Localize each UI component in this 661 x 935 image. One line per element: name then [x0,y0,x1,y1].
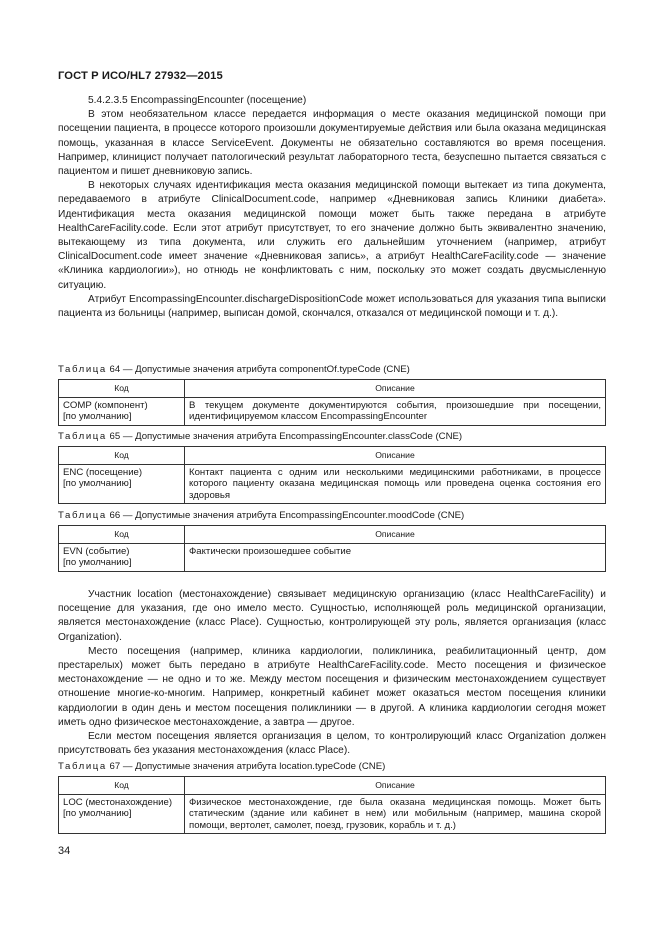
page-number: 34 [58,845,71,857]
paragraph: Участник location (местонахождение) связывает медицинскую организацию (класс HealthCareFacility) и посещение для указания, где оно имело место. Сущностью, исполняющей роль медицинской организации, является местонахождение (класс Place). Сущностью, контролирующей эту роль, является организация (класс Organization). [58,589,606,643]
code-cell: EVN (событие) [по умолчанию] [59,543,185,571]
table-65 [58,446,606,504]
code-cell: COMP (компонент) [по умолчанию] [59,397,185,425]
table-caption: Таблица 64 — Допустимые значения атрибута componentOf.typeCode (CNE) [58,364,410,375]
table-caption: Таблица 66 — Допустимые значения атрибута EncompassingEncounter.moodCode (CNE) [58,510,465,521]
column-header-code: Код [59,526,185,544]
column-header-code: Код [59,380,185,398]
column-header-description: Описание [185,526,606,544]
document-code-header: ГОСТ Р ИСО/HL7 27932—2015 [58,70,223,82]
description-cell: Фактически произошедшее событие [185,543,606,571]
description-cell: Физическое местонахождение, где была оказана медицинская помощь. Может быть статическим (здание или кабинет в нем) или мобильным (например, машина скорой помощи, вертолет, самолет, поезд, грузовик, корабль и т. д.) [185,794,606,834]
table-64 [58,379,606,426]
table-row [59,543,606,571]
paragraph: Если местом посещения является организация в целом, то контролирующий класс Organization должен присутствовать без указания местонахождения (класс Place). [58,731,606,757]
code-cell: LOC (местонахождение) [по умолчанию] [59,794,185,834]
table-caption: Таблица 65 — Допустимые значения атрибута EncompassingEncounter.classCode (CNE) [58,431,463,442]
table-row [59,397,606,425]
paragraph: Атрибут EncompassingEncounter.dischargeDispositionCode может использоваться для указания типа выписки пациента из больницы (например, выписан домой, скончался, отказался от медицинской помощи и т. д.). [58,293,606,320]
table-row [59,464,606,504]
section-heading: 5.4.2.3.5 EncompassingEncounter (посещение) [88,95,307,106]
table-66 [58,525,606,572]
column-header-description: Описание [185,777,606,795]
location-text-block [58,588,606,758]
table-67 [58,776,606,834]
table-row [59,794,606,834]
code-cell: ENC (посещение) [по умолчанию] [59,464,185,504]
description-cell: В текущем документе документируются события, произошедшие при посещении, идентифицируемом классом EncompassingEncounter [185,397,606,425]
paragraph: В некоторых случаях идентификация места оказания медицинской помощи вытекает из типа документа, передаваемого в атрибуте ClinicalDocument.code, например «Дневниковая запись Клиники диабета». Идентификация места оказания медицинской помощи может быть также передана в атрибуте HealthCareFacility.code. Если этот атрибут присутствует, то его значение должно быть эквивалентно значению, вытекающему из типа документа, или служить его дальнейшим уточнением (например, атрибут ClinicalDocument.code имеет значение «Дневниковая запись», а атрибут HealthCareFacility.code — значение «Клиника кардиологии»), но отнюдь не конфликтовать с ним, поскольку это может создать двусмысленную ситуацию. [58,180,606,291]
paragraph: Место посещения (например, клиника кардиологии, поликлиника, реабилитационный центр, дом престарелых) может быть передано в атрибуте HealthCareFacility.code. Место посещения и физическое местонахождение — не одно и то же. Между местом посещения и физическим местонахождением существует отношение многие-ко-многим. Например, конкретный кабинет может оказаться местом посещения клиники кардиологии в один день и местом посещения поликлиники — в другой. А клиника кардиологии сегодня может иметь одно физическое местонахождение, а завтра — другое. [58,645,606,728]
description-cell: Контакт пациента с одним или несколькими медицинскими работниками, в процессе которого пациенту оказана медицинская помощь или проведена оценка состояния его здоровья [185,464,606,504]
column-header-code: Код [59,447,185,465]
column-header-code: Код [59,777,185,795]
table-caption: Таблица 67 — Допустимые значения атрибута location.typeCode (CNE) [58,761,386,772]
column-header-description: Описание [185,447,606,465]
column-header-description: Описание [185,380,606,398]
section-text-block [58,94,606,321]
paragraph: В этом необязательном классе передается информация о месте оказания медицинской помощи при посещении пациента, в процессе которого произошли документируемые действия или была оказана медицинская помощь, указанная в классе ServiceEvent. Документы не обязательно составляются во время посещения. Например, клиницист получает патологический результат лабораторного теста, безуспешно пытается связаться с пациентом и пишет дневниковую запись. [58,109,606,178]
